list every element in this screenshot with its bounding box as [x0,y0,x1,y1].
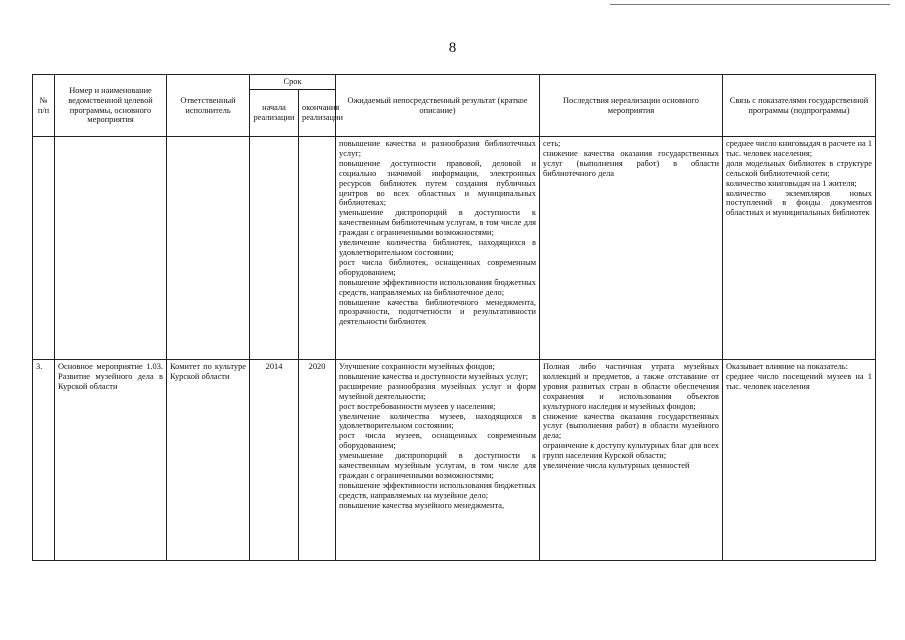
cell-result [336,360,540,561]
result-item: уменьшение диспропорций в доступности к качественным музейным услугам, в том числе для граждан с ограниченными возможностями; [339,451,536,480]
header-term: Срок [250,75,336,90]
cell-result [336,137,540,360]
header-row [33,75,876,90]
header-result: Ожидаемый непосредственный результат (краткое описание) [336,75,540,137]
scan-edge-line [610,4,890,5]
result-item: расширение разнообразия музейных услуг и форм музейной деятельности; [339,381,536,401]
cell-link [723,137,876,360]
consequence-item: ограничение к доступу культурных благ для всех групп населения Курской области; [543,441,719,461]
consequence-item: снижение качества оказания государственных услуг (выполнения работ) в области музейного дела; [543,411,719,441]
cell-start: 2014 [250,360,299,561]
consequence-item: увеличение числа культурных ценностей [543,461,690,471]
header-executor: Ответственный исполнитель [167,75,250,137]
result-item: повышение качества и доступности музейных услуг; [339,371,529,381]
cell-consequences [540,137,723,360]
cell-start [250,137,299,360]
cell-link [723,360,876,561]
result-item: повышение качества музейного менеджмента, [339,500,505,510]
link-item: Оказывает влияние на показатель: [726,362,848,371]
link-item: среднее число книговыдач в расчете на 1 тыс. человек населения; [726,139,873,158]
cell-end: 2020 [299,360,336,561]
result-item: увеличение количества музеев, находящихся в удовлетворительном состоянии; [339,411,536,431]
link-item: количество книговыдач на 1 жителя; [726,178,857,188]
header-end: окончания реализации [299,90,336,137]
result-item: увеличение количества библиотек, находящихся в удовлетворительном состоянии; [339,238,536,257]
consequence-item: сеть; [543,139,561,148]
cell-num [33,137,55,360]
result-item: повышение эффективности использования бюджетных средств, направляемых на музейное дело; [339,480,536,500]
table-row [33,360,876,561]
header-name: Номер и наименование ведомственной целевой программы, основного мероприятия [55,75,167,137]
result-item: Улучшение сохранности музейных фондов; [339,362,495,371]
header-link: Связь с показателями государственной программы (подпрограммы) [723,75,876,137]
cell-name: Основное мероприятие 1.03. Развитие музейного дела в Курской области [55,360,167,561]
result-item: повышение качества и разнообразия библиотечных услуг; [339,139,536,158]
link-item: количество экземпляров новых поступлений в фонды документов областных и муниципальных библиотек [726,188,872,218]
consequence-item: снижение качества оказания государственных услуг (выполнения работ) в области библиотечного дела [543,148,719,178]
consequence-item: Полная либо частичная утрата музейных коллекций и предметов, а также отставание от уровня развитых стран в области обеспечения сохранения и использования объектов культурного наследия и музейных фондов; [543,362,719,411]
table-row [33,137,876,360]
cell-executor: Комитет по культуре Курской области [167,360,250,561]
cell-num: 3. [33,360,55,561]
header-consequences: Последствия нереализации основного мероприятия [540,75,723,137]
link-item: среднее число посещений музеев на 1 тыс. человек населения [726,371,872,391]
link-item: доля модельных библиотек в структуре сельской библиотечной сети; [726,158,872,178]
result-item: рост востребованности музеев у населения; [339,401,496,411]
cell-name [55,137,167,360]
page-number: 8 [448,40,457,56]
result-item: повышение доступности правовой, деловой и социально значимой информации, электронных ресурсов библиотек путем создания публичных центров во всех областных и муниципальных библиотеках; [339,158,536,208]
result-item: повышение качества библиотечного менеджмента, прозрачности, подотчетности и результативности деятельности библиотек [339,297,536,327]
cell-consequences [540,360,723,561]
result-item: уменьшение диспропорций в доступности к качественным библиотечным услугам, в том числе для граждан с ограниченными возможностями; [339,208,536,238]
header-start: начала реализации [250,90,299,137]
program-table [32,74,876,561]
result-item: рост числа библиотек, оснащенных современным оборудованием; [339,257,536,277]
result-item: рост числа музеев, оснащенных современным оборудованием; [339,431,536,451]
result-item: повышение эффективности использования бюджетных средств, направляемых на библиотечное дело; [339,277,536,297]
cell-end [299,137,336,360]
header-num: № п/п [33,75,55,137]
cell-executor [167,137,250,360]
